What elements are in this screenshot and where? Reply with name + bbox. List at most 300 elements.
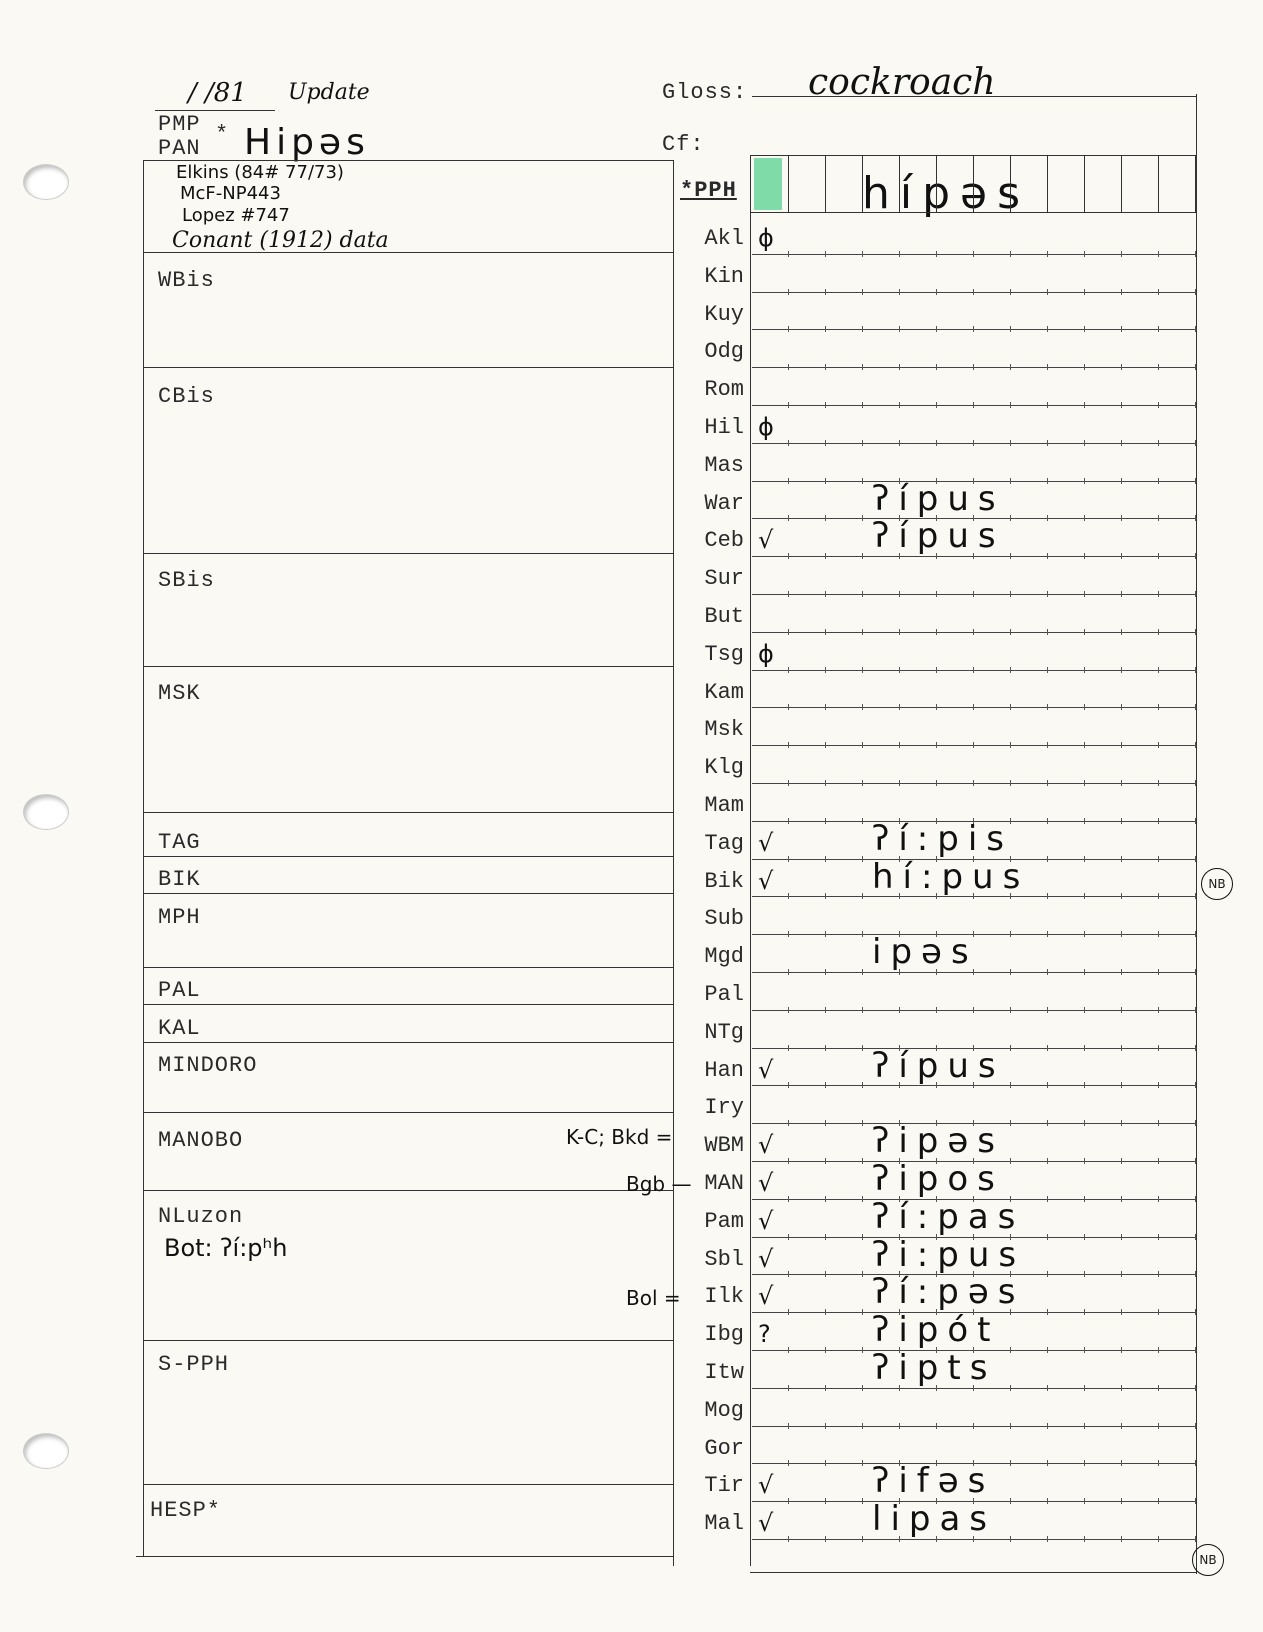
row-tick [862,289,863,295]
row-tick [899,591,900,597]
row-tick [899,553,900,559]
row-tick [1047,856,1048,862]
row-tick [899,289,900,295]
row-tick [1121,1347,1122,1353]
row-tick [788,1498,789,1504]
row-tick [1121,1045,1122,1051]
row-tick [862,1120,863,1126]
row-tick [899,742,900,748]
row-tick [1084,1234,1085,1240]
pph-bottom [750,212,1196,213]
row-tick [1158,1271,1159,1277]
source-lopez: Lopez #747 [182,205,290,226]
row-tick [1158,515,1159,521]
row-tick [1195,478,1196,484]
row-tick [936,629,937,635]
group-mph: MPH [158,905,201,930]
row-tick [1010,1007,1011,1013]
row-tick [1084,1536,1085,1542]
pph-grid-line [899,155,900,212]
row-tick [1084,1271,1085,1277]
row-tick [788,1460,789,1466]
row-tick [1195,1196,1196,1202]
source-mcf: McF-NP443 [180,183,281,204]
row-tick [1010,1120,1011,1126]
row-tick [825,1120,826,1126]
row-tick [936,1423,937,1429]
row-tick [1121,1498,1122,1504]
row-tick [862,667,863,673]
row-tick [1121,856,1122,862]
row-tick [1047,1158,1048,1164]
row-tick [862,969,863,975]
language-form: hí:pus [872,856,1030,897]
nb-badge-bik: NB [1201,868,1233,900]
language-mark: √ [758,866,774,895]
row-tick [788,326,789,332]
row-tick [1195,1120,1196,1126]
language-mark: ϕ [758,224,774,252]
row-tick [1158,780,1159,786]
row-tick [1121,667,1122,673]
row-tick [1084,818,1085,824]
row-line [752,896,1197,897]
frame-bottom [136,1556,673,1557]
row-tick [788,591,789,597]
row-tick [1158,818,1159,824]
row-tick [1047,289,1048,295]
row-tick [1047,1536,1048,1542]
row-tick [1195,364,1196,370]
row-tick [862,1045,863,1051]
row-tick [1195,1158,1196,1164]
row-tick [1010,326,1011,332]
row-tick [788,478,789,484]
row-tick [1158,742,1159,748]
language-form: ʔípus [872,478,1005,519]
row-tick [936,1007,937,1013]
row-tick [1121,1196,1122,1202]
row-tick [1195,1347,1196,1353]
row-tick [1158,478,1159,484]
row-tick [973,251,974,257]
row-tick [1195,742,1196,748]
row-tick [1047,440,1048,446]
language-code: Rom [704,377,744,403]
row-tick [825,364,826,370]
row-tick [1010,704,1011,710]
cf-label: Cf: [662,132,705,157]
row-line [752,405,1197,406]
row-tick [936,591,937,597]
row-tick [936,1385,937,1391]
language-form: ʔípus [872,516,1005,557]
row-tick [973,326,974,332]
language-code: Mal [704,1511,744,1537]
group-sep [143,1004,673,1005]
row-tick [1084,1045,1085,1051]
row-tick [825,289,826,295]
row-tick [1121,326,1122,332]
date-underline [155,110,275,111]
group-sep [143,1484,673,1485]
row-tick [825,402,826,408]
language-code: Tag [704,830,744,856]
row-tick [1121,515,1122,521]
row-tick [1195,818,1196,824]
language-mark: √ [758,1206,774,1235]
row-tick [1047,818,1048,824]
language-form: ʔipəs [872,1121,1005,1162]
row-tick [1084,704,1085,710]
row-tick [1158,1158,1159,1164]
language-mark: √ [758,828,774,857]
row-tick [936,1536,937,1542]
row-tick [825,969,826,975]
row-tick [1121,1120,1122,1126]
row-tick [825,1309,826,1315]
row-tick [788,1309,789,1315]
row-line [752,329,1197,330]
row-tick [788,402,789,408]
pan-asterisk: * [215,122,230,147]
row-tick [788,1347,789,1353]
row-tick [899,780,900,786]
language-code: Mgd [704,944,744,970]
language-form: ʔí:pas [872,1196,1025,1237]
row-tick [899,704,900,710]
row-tick [973,893,974,899]
binder-hole-middle [24,795,68,829]
row-tick [788,1385,789,1391]
row-tick [1047,1423,1048,1429]
row-tick [862,1309,863,1315]
row-tick [973,402,974,408]
row-line [752,556,1197,557]
row-tick [1010,289,1011,295]
row-line [752,1388,1197,1389]
row-tick [899,1082,900,1088]
row-tick [1121,704,1122,710]
row-tick [862,1498,863,1504]
row-tick [1158,1460,1159,1466]
frame-lang-divider [750,155,751,1566]
row-tick [1084,440,1085,446]
update-label: Update [288,80,370,105]
row-tick [862,1082,863,1088]
row-tick [862,1007,863,1013]
row-tick [1158,1082,1159,1088]
row-tick [1158,1536,1159,1542]
row-tick [788,289,789,295]
row-tick [1195,1234,1196,1240]
language-form: ʔi:pus [872,1234,1026,1275]
language-code: But [704,604,744,629]
row-tick [1121,629,1122,635]
row-tick [1084,931,1085,937]
row-tick [1047,667,1048,673]
language-code: NTg [704,1019,744,1045]
row-tick [1084,1082,1085,1088]
row-tick [788,1423,789,1429]
row-tick [862,629,863,635]
row-tick [825,1271,826,1277]
row-tick [788,969,789,975]
group-hesp: HESP* [150,1498,222,1523]
language-code: Pal [704,982,744,1007]
language-mark: ϕ [758,639,774,668]
row-tick [1010,742,1011,748]
pph-grid-line [862,155,863,212]
row-tick [825,856,826,862]
language-form: ʔí:pis [872,818,1013,859]
row-tick [1084,591,1085,597]
row-tick [1084,478,1085,484]
row-tick [899,251,900,257]
row-tick [1195,780,1196,786]
row-tick [899,440,900,446]
row-tick [1010,1158,1011,1164]
row-tick [825,1007,826,1013]
frame-center [673,160,674,1566]
row-tick [1010,629,1011,635]
group-sep [143,812,673,813]
row-tick [936,704,937,710]
row-tick [825,629,826,635]
group-sep [143,1340,673,1341]
row-tick [1084,1196,1085,1202]
pph-grid-line [1084,155,1085,212]
language-code: WBM [704,1133,744,1159]
row-tick [1047,591,1048,597]
pph-grid-line [1010,155,1011,212]
row-line [752,1010,1197,1011]
language-code: Hil [704,415,744,440]
row-tick [862,1196,863,1202]
row-tick [862,402,863,408]
row-tick [1121,478,1122,484]
row-tick [1195,931,1196,937]
row-tick [1010,364,1011,370]
row-tick [788,667,789,673]
row-tick [1047,1460,1048,1466]
proto-form: Hipəs [244,122,370,163]
row-tick [1084,1460,1085,1466]
group-sep [143,967,673,968]
language-code: Mas [704,452,744,478]
row-tick [825,515,826,521]
row-tick [788,1120,789,1126]
row-tick [1047,1120,1048,1126]
row-tick [1121,1385,1122,1391]
row-tick [1195,629,1196,635]
pph-grid-line [825,155,826,212]
binder-hole-top [24,165,68,199]
language-code: Bik [704,868,744,894]
pmp-label: PMP [158,112,201,137]
language-code: Pam [704,1208,744,1234]
row-tick [1047,1309,1048,1315]
row-tick [973,1423,974,1429]
row-line [752,707,1197,708]
row-tick [899,1385,900,1391]
language-code: Kuy [704,301,744,327]
group-s-pph: S-PPH [158,1352,230,1377]
language-code: Iry [704,1095,744,1121]
language-code: Tsg [704,641,744,667]
row-tick [1121,591,1122,597]
row-tick [936,742,937,748]
row-tick [862,326,863,332]
group-sep [143,893,673,894]
row-tick [825,742,826,748]
row-tick [1121,1007,1122,1013]
row-tick [1195,1309,1196,1315]
row-tick [862,893,863,899]
row-tick [788,364,789,370]
language-mark: √ [758,1471,774,1500]
row-tick [825,1498,826,1504]
pph-grid-line [936,155,937,212]
language-code: MAN [704,1171,744,1196]
language-code: Itw [704,1360,744,1385]
row-tick [1010,251,1011,257]
row-tick [862,1536,863,1542]
row-tick [1084,742,1085,748]
row-tick [1195,1423,1196,1429]
row-tick [1010,591,1011,597]
row-tick [899,893,900,899]
language-mark: ? [758,1320,771,1349]
row-tick [1084,402,1085,408]
frame-right [1196,94,1197,1574]
row-tick [1195,402,1196,408]
group-sbis: SBis [158,568,215,593]
row-tick [1121,1536,1122,1542]
row-tick [973,969,974,975]
row-tick [899,1423,900,1429]
row-tick [862,553,863,559]
row-tick [862,591,863,597]
row-tick [973,1007,974,1013]
row-line [752,1539,1197,1540]
row-tick [973,289,974,295]
row-tick [1084,667,1085,673]
row-tick [1121,931,1122,937]
language-code: Gor [704,1435,744,1461]
row-tick [1195,440,1196,446]
row-tick [1010,1385,1011,1391]
group-sep [143,1112,673,1113]
row-tick [788,515,789,521]
row-tick [1158,1423,1159,1429]
source-elkins: Elkins (84# 77/73) [176,162,344,183]
language-code: Sur [704,566,744,592]
row-tick [1084,1007,1085,1013]
row-tick [788,893,789,899]
row-tick [1195,326,1196,332]
row-tick [936,289,937,295]
row-tick [899,364,900,370]
row-line [752,292,1197,293]
row-tick [1195,1498,1196,1504]
row-tick [1121,818,1122,824]
row-tick [936,553,937,559]
language-mark: √ [758,526,774,555]
group-sep [143,1190,673,1191]
row-line [752,972,1197,973]
row-tick [1121,1082,1122,1088]
row-tick [1121,251,1122,257]
row-tick [1084,969,1085,975]
language-code: Tir [704,1473,744,1499]
group-mindoro: MINDORO [158,1053,258,1078]
row-tick [788,553,789,559]
row-line [752,254,1197,255]
row-tick [936,402,937,408]
row-tick [825,440,826,446]
language-form: ʔípus [872,1045,1005,1086]
language-code: Mam [704,793,744,818]
row-tick [788,1271,789,1277]
row-tick [1010,515,1011,521]
gloss-underline [752,96,1197,97]
row-tick [862,1271,863,1277]
language-form: ʔipót [872,1310,1000,1351]
row-tick [1121,440,1122,446]
pph-grid-line [788,155,789,212]
language-code: Akl [704,226,744,251]
row-tick [1195,969,1196,975]
group-sep [143,666,673,667]
row-tick [862,364,863,370]
row-tick [1084,1120,1085,1126]
row-tick [862,1385,863,1391]
row-tick [1195,1045,1196,1051]
group-sep [143,553,673,554]
row-tick [1010,780,1011,786]
note-bol: Bol = [626,1286,681,1310]
group-sep [143,252,673,253]
row-tick [1158,1196,1159,1202]
language-mark: √ [758,1169,774,1197]
language-code: Sub [704,906,744,932]
row-tick [1047,1196,1048,1202]
row-tick [1047,478,1048,484]
row-tick [973,1385,974,1391]
row-tick [1195,1007,1196,1013]
row-tick [788,1045,789,1051]
row-tick [1047,364,1048,370]
row-line [752,632,1197,633]
row-tick [825,1536,826,1542]
row-tick [1121,289,1122,295]
language-form: ʔifəs [872,1461,995,1502]
row-tick [825,1158,826,1164]
language-mark: √ [758,1244,774,1273]
row-tick [1121,893,1122,899]
row-tick [1121,1158,1122,1164]
nb-badge-mal: NB [1192,1544,1224,1576]
row-line [752,594,1197,595]
row-tick [1084,1385,1085,1391]
row-tick [825,1234,826,1240]
row-tick [862,515,863,521]
row-tick [1010,478,1011,484]
row-tick [1047,1045,1048,1051]
note-bgb: Bgb — [626,1172,692,1196]
language-form: ʔipos [872,1159,1004,1199]
